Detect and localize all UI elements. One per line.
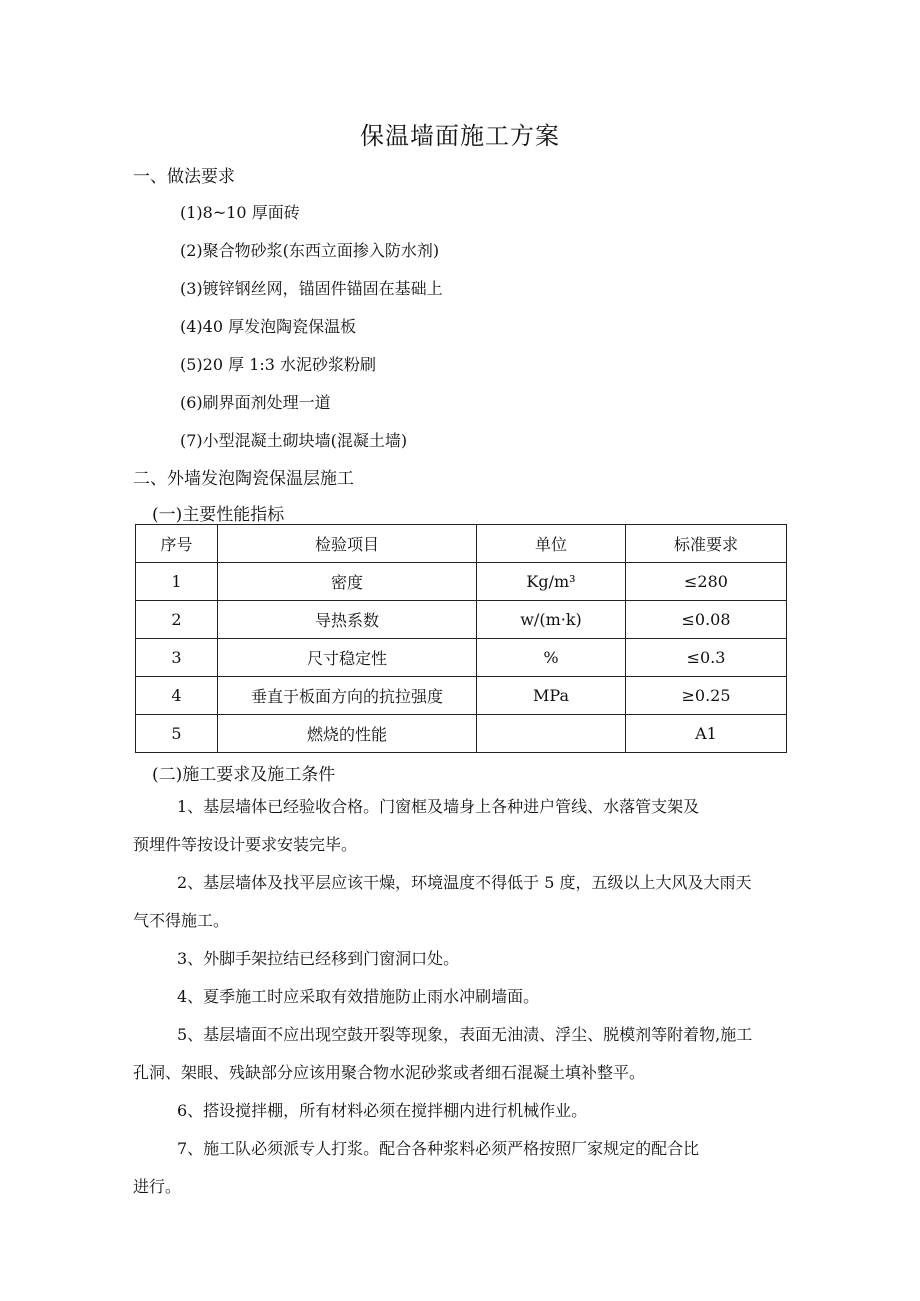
table-header-row: [136, 525, 787, 563]
section-heading-1: 一、做法要求: [133, 167, 235, 187]
list-item: (6)刷界面剂处理一道: [180, 393, 331, 412]
table-header-cell: 单位: [477, 525, 626, 563]
paragraph: [133, 1130, 793, 1206]
table-cell: 导热系数: [218, 601, 477, 639]
table-cell: 4: [136, 677, 218, 715]
table-row: [136, 601, 787, 639]
subsection-heading-2: (二)施工要求及施工条件: [152, 765, 336, 785]
table-cell: ≥0.25: [626, 677, 787, 715]
paragraph-line: 进行。: [133, 1177, 182, 1196]
list-item: (7)小型混凝土砌块墙(混凝土墙): [180, 431, 408, 450]
table-cell: 5: [136, 715, 218, 753]
table-row: [136, 677, 787, 715]
list-item: (1)8~10 厚面砖: [180, 203, 300, 222]
paragraph-line: 气不得施工。: [133, 911, 230, 930]
paragraph-line: 3、外脚手架拉结已经移到门窗洞口处。: [177, 949, 460, 968]
table-cell: 密度: [218, 563, 477, 601]
paragraph: [133, 864, 793, 940]
table-cell: w/(m·k): [477, 601, 626, 639]
table-cell: 1: [136, 563, 218, 601]
performance-table: [135, 524, 787, 753]
paragraph-line: 5、基层墙面不应出现空鼓开裂等现象，表面无油渍、浮尘、脱模剂等附着物,施工: [177, 1025, 753, 1044]
paragraph-line: 1、基层墙体已经验收合格。门窗框及墙身上各种进户管线、水落管支架及: [177, 797, 700, 816]
table-cell: ≤0.08: [626, 601, 787, 639]
table-cell: 尺寸稳定性: [218, 639, 477, 677]
paragraph: [133, 1016, 793, 1092]
paragraph-line: 6、搭设搅拌棚，所有材料必须在搅拌棚内进行机械作业。: [177, 1101, 588, 1120]
paragraph-line: 预埋件等按设计要求安装完毕。: [133, 835, 358, 854]
table-cell: ≤280: [626, 563, 787, 601]
paragraph: [133, 978, 793, 1016]
table-cell: 2: [136, 601, 218, 639]
table-cell: A1: [626, 715, 787, 753]
list-item: (3)镀锌钢丝网，锚固件锚固在基础上: [180, 279, 443, 298]
table-cell: 3: [136, 639, 218, 677]
paragraph-line: 2、基层墙体及找平层应该干燥，环境温度不得低于 5 度，五级以上大风及大雨天: [177, 873, 752, 892]
paragraph: [133, 1092, 793, 1130]
table-cell: ≤0.3: [626, 639, 787, 677]
table-row: [136, 563, 787, 601]
table-cell: %: [477, 639, 626, 677]
table-row: [136, 639, 787, 677]
table-header-cell: 检验项目: [218, 525, 477, 563]
paragraph-line: 4、夏季施工时应采取有效措施防止雨水冲刷墙面。: [177, 987, 540, 1006]
list-item: (5)20 厚 1:3 水泥砂浆粉刷: [180, 355, 377, 374]
list-item: (4)40 厚发泡陶瓷保温板: [180, 317, 357, 336]
subsection-heading-1: (一)主要性能指标: [152, 505, 285, 525]
section-heading-2: 二、外墙发泡陶瓷保温层施工: [133, 469, 354, 489]
table-cell: MPa: [477, 677, 626, 715]
table-header-cell: 序号: [136, 525, 218, 563]
table-cell: Kg/m³: [477, 563, 626, 601]
table-cell: [477, 715, 626, 753]
paragraph-line: 孔洞、架眼、残缺部分应该用聚合物水泥砂浆或者细石混凝土填补整平。: [133, 1063, 646, 1082]
table-header-cell: 标准要求: [626, 525, 787, 563]
table-cell: 垂直于板面方向的抗拉强度: [218, 677, 477, 715]
list-item: (2)聚合物砂浆(东西立面掺入防水剂): [180, 241, 440, 260]
paragraph: [133, 788, 793, 864]
paragraph-line: 7、施工队必须派专人打浆。配合各种浆料必须严格按照厂家规定的配合比: [177, 1139, 700, 1158]
paragraph: [133, 940, 793, 978]
table-row: [136, 715, 787, 753]
table-cell: 燃烧的性能: [218, 715, 477, 753]
page-title: 保温墙面施工方案: [360, 122, 560, 150]
